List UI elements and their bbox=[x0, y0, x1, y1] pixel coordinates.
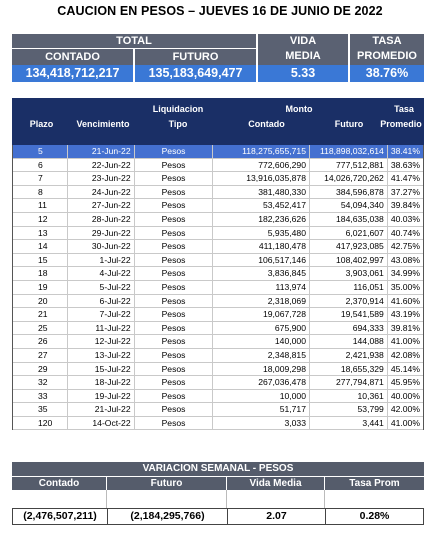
tasa-cell: 42.00% bbox=[390, 404, 420, 415]
futuro-cell: 694,333 bbox=[310, 322, 388, 335]
contado-label: CONTADO bbox=[12, 49, 135, 65]
var-header-contado: Contado bbox=[12, 477, 107, 490]
plazo-cell: 26 bbox=[13, 335, 68, 348]
plazo-cell: 32 bbox=[13, 376, 68, 389]
vencimiento-cell: 30-Jun-22 bbox=[68, 240, 135, 253]
tasa-cell: 41.00% bbox=[390, 417, 420, 428]
tasa-promedio-label bbox=[350, 34, 424, 65]
table-row bbox=[13, 308, 423, 322]
plazos-table bbox=[12, 98, 424, 430]
futuro-cell: 144,088 bbox=[310, 335, 388, 348]
plazo-cell: 11 bbox=[13, 199, 68, 212]
vencimiento-cell: 23-Jun-22 bbox=[68, 172, 135, 185]
plazo-cell: 35 bbox=[13, 403, 68, 416]
table-row bbox=[13, 199, 423, 213]
tasa-cell: 40.03% bbox=[390, 213, 420, 224]
vencimiento-cell: 21-Jun-22 bbox=[68, 145, 135, 158]
table-row bbox=[13, 322, 423, 336]
tipo-cell: Pesos bbox=[135, 281, 214, 294]
futuro-cell: 2,421,938 bbox=[310, 349, 388, 362]
tasa-cell: 38.41% bbox=[390, 146, 420, 156]
plazo-cell: 13 bbox=[13, 227, 68, 240]
vida-media-value: 5.33 bbox=[258, 65, 350, 82]
contado-cell: 675,900 bbox=[213, 322, 310, 335]
page-title: CAUCION EN PESOS – JUEVES 16 DE JUNIO DE 2022 bbox=[57, 4, 383, 18]
vencimiento-cell: 13-Jul-22 bbox=[68, 349, 135, 362]
vencimiento-cell: 1-Jul-22 bbox=[68, 254, 135, 267]
var-futuro-value: (2,184,295,766) bbox=[108, 509, 228, 524]
vencimiento-cell: 18-Jul-22 bbox=[68, 376, 135, 389]
plazo-cell: 5 bbox=[13, 145, 68, 158]
tipo-cell: Pesos bbox=[135, 390, 214, 403]
plazo-cell: 20 bbox=[13, 295, 68, 308]
plazo-cell: 12 bbox=[13, 213, 68, 226]
tipo-cell: Pesos bbox=[135, 227, 214, 240]
total-contado-value: 134,418,712,217 bbox=[12, 65, 135, 82]
futuro-cell: 108,402,997 bbox=[310, 254, 388, 267]
tipo-cell: Pesos bbox=[135, 213, 214, 226]
tasa-cell: 37.27% bbox=[390, 186, 420, 197]
vencimiento-cell: 12-Jul-22 bbox=[68, 335, 135, 348]
tasa-cell: 45.14% bbox=[390, 363, 420, 374]
table-row bbox=[13, 349, 423, 363]
tipo-cell: Pesos bbox=[135, 363, 214, 376]
futuro-cell: 53,799 bbox=[310, 403, 388, 416]
table-row bbox=[13, 376, 423, 390]
header-monto: Monto bbox=[285, 104, 313, 114]
tipo-cell: Pesos bbox=[135, 335, 214, 348]
table-body bbox=[12, 145, 424, 430]
vencimiento-cell: 19-Jul-22 bbox=[68, 390, 135, 403]
vencimiento-cell: 15-Jul-22 bbox=[68, 363, 135, 376]
variacion-values bbox=[12, 508, 424, 525]
total-futuro-value: 135,183,649,477 bbox=[135, 65, 258, 82]
header-vencimiento: Vencimiento bbox=[76, 119, 130, 129]
contado-cell: 13,916,035,878 bbox=[213, 172, 310, 185]
vencimiento-cell: 29-Jun-22 bbox=[68, 227, 135, 240]
plazo-cell: 19 bbox=[13, 281, 68, 294]
tasa-cell: 41.00% bbox=[390, 336, 420, 347]
plazo-cell: 27 bbox=[13, 349, 68, 362]
vencimiento-cell: 6-Jul-22 bbox=[68, 295, 135, 308]
futuro-cell: 2,370,914 bbox=[310, 295, 388, 308]
tipo-cell: Pesos bbox=[135, 403, 214, 416]
table-row bbox=[13, 403, 423, 417]
summary-header bbox=[12, 34, 424, 65]
tipo-cell: Pesos bbox=[135, 172, 214, 185]
contado-cell: 381,480,330 bbox=[213, 186, 310, 199]
header-futuro: Futuro bbox=[334, 119, 364, 129]
futuro-cell: 19,541,589 bbox=[310, 308, 388, 321]
futuro-cell: 3,903,061 bbox=[310, 267, 388, 280]
tasa-cell: 41.60% bbox=[390, 295, 420, 306]
contado-cell: 10,000 bbox=[213, 390, 310, 403]
futuro-cell: 10,361 bbox=[310, 390, 388, 403]
var-contado-value: (2,476,507,211) bbox=[13, 509, 108, 524]
tasa-cell: 40.74% bbox=[390, 227, 420, 238]
vencimiento-cell: 7-Jul-22 bbox=[68, 308, 135, 321]
var-vida-value: 2.07 bbox=[228, 509, 326, 524]
plazo-cell: 33 bbox=[13, 390, 68, 403]
tasa-label-line2: PROMEDIO bbox=[357, 50, 417, 62]
vencimiento-cell: 22-Jun-22 bbox=[68, 159, 135, 172]
tasa-cell: 41.47% bbox=[390, 173, 420, 184]
tipo-cell: Pesos bbox=[135, 254, 214, 267]
vencimiento-cell: 27-Jun-22 bbox=[68, 199, 135, 212]
contado-cell: 106,517,146 bbox=[213, 254, 310, 267]
tasa-cell: 34.99% bbox=[390, 268, 420, 279]
plazo-cell: 120 bbox=[13, 417, 68, 430]
contado-cell: 3,836,845 bbox=[213, 267, 310, 280]
table-row bbox=[13, 363, 423, 377]
table-row bbox=[13, 227, 423, 241]
tasa-cell: 42.08% bbox=[390, 349, 420, 360]
tasa-cell: 35.00% bbox=[390, 281, 420, 292]
variacion-table bbox=[12, 462, 424, 525]
tipo-cell: Pesos bbox=[135, 240, 214, 253]
header-plazo: Plazo bbox=[29, 119, 54, 129]
plazo-cell: 6 bbox=[13, 159, 68, 172]
tasa-cell: 43.19% bbox=[390, 309, 420, 320]
contado-cell: 3,033 bbox=[213, 417, 310, 430]
tipo-cell: Pesos bbox=[135, 322, 214, 335]
plazo-cell: 8 bbox=[13, 186, 68, 199]
futuro-cell: 3,441 bbox=[310, 417, 388, 430]
vencimiento-cell: 4-Jul-22 bbox=[68, 267, 135, 280]
table-row bbox=[13, 213, 423, 227]
futuro-cell: 277,794,871 bbox=[310, 376, 388, 389]
variacion-header bbox=[12, 476, 424, 490]
contado-cell: 2,348,815 bbox=[213, 349, 310, 362]
tipo-cell: Pesos bbox=[135, 199, 214, 212]
table-row bbox=[13, 145, 423, 159]
tipo-cell: Pesos bbox=[135, 376, 214, 389]
futuro-cell: 184,635,038 bbox=[310, 213, 388, 226]
tipo-cell: Pesos bbox=[135, 349, 214, 362]
contado-cell: 140,000 bbox=[213, 335, 310, 348]
futuro-label: FUTURO bbox=[172, 51, 219, 63]
vencimiento-cell: 5-Jul-22 bbox=[68, 281, 135, 294]
tasa-label-line1: TASA bbox=[372, 35, 402, 47]
table-row bbox=[13, 281, 423, 295]
var-header-vida: Vida Media bbox=[227, 477, 325, 490]
tasa-cell: 39.84% bbox=[390, 200, 420, 211]
contado-cell: 113,974 bbox=[213, 281, 310, 294]
tasa-cell: 43.08% bbox=[390, 254, 420, 265]
tipo-cell: Pesos bbox=[135, 186, 214, 199]
tipo-cell: Pesos bbox=[135, 308, 214, 321]
table-row bbox=[13, 240, 423, 254]
tasa-cell: 38.63% bbox=[390, 159, 420, 170]
futuro-cell: 417,923,085 bbox=[310, 240, 388, 253]
table-row bbox=[13, 295, 423, 309]
contado-cell: 53,452,417 bbox=[213, 199, 310, 212]
vencimiento-cell: 11-Jul-22 bbox=[68, 322, 135, 335]
futuro-cell: 18,655,329 bbox=[310, 363, 388, 376]
table-row bbox=[13, 172, 423, 186]
var-header-tasa: Tasa Prom bbox=[349, 478, 400, 489]
contado-cell: 411,180,478 bbox=[213, 240, 310, 253]
futuro-cell: 54,094,340 bbox=[310, 199, 388, 212]
header-contado: Contado bbox=[248, 119, 285, 129]
vencimiento-cell: 21-Jul-22 bbox=[68, 403, 135, 416]
contado-cell: 118,275,655,715 bbox=[213, 145, 310, 158]
table-row bbox=[13, 390, 423, 404]
vida-label-line2: MEDIA bbox=[285, 50, 321, 62]
header-promedio: Promedio bbox=[380, 119, 422, 129]
contado-cell: 5,935,480 bbox=[213, 227, 310, 240]
header-liquidacion: Liquidacion bbox=[152, 104, 204, 114]
plazo-cell: 14 bbox=[13, 240, 68, 253]
contado-cell: 772,606,290 bbox=[213, 159, 310, 172]
plazo-cell: 7 bbox=[13, 172, 68, 185]
plazo-cell: 29 bbox=[13, 363, 68, 376]
tipo-cell: Pesos bbox=[135, 159, 214, 172]
table-row bbox=[13, 254, 423, 268]
header-tipo: Tipo bbox=[168, 119, 188, 129]
summary-values bbox=[12, 65, 424, 82]
contado-cell: 267,036,478 bbox=[213, 376, 310, 389]
header-tasa: Tasa bbox=[394, 104, 414, 114]
tipo-cell: Pesos bbox=[135, 295, 214, 308]
plazo-cell: 15 bbox=[13, 254, 68, 267]
contado-cell: 18,009,298 bbox=[213, 363, 310, 376]
tipo-cell: Pesos bbox=[135, 145, 214, 158]
tasa-cell: 40.00% bbox=[390, 390, 420, 401]
futuro-cell: 6,021,607 bbox=[310, 227, 388, 240]
plazo-cell: 25 bbox=[13, 322, 68, 335]
table-row bbox=[13, 159, 423, 173]
vencimiento-cell: 14-Oct-22 bbox=[68, 417, 135, 430]
vencimiento-cell: 24-Jun-22 bbox=[68, 186, 135, 199]
futuro-cell: 118,898,032,614 bbox=[310, 145, 388, 158]
tasa-cell: 42.75% bbox=[390, 241, 420, 252]
futuro-cell: 384,596,878 bbox=[310, 186, 388, 199]
tasa-promedio-value: 38.76% bbox=[365, 66, 409, 80]
contado-cell: 19,067,728 bbox=[213, 308, 310, 321]
vida-label-line1: VIDA bbox=[289, 35, 317, 47]
total-label: TOTAL bbox=[12, 34, 256, 49]
tipo-cell: Pesos bbox=[135, 267, 214, 280]
plazo-cell: 21 bbox=[13, 308, 68, 321]
variacion-spacer bbox=[12, 490, 424, 508]
table-row bbox=[13, 335, 423, 349]
table-row bbox=[13, 186, 423, 200]
contado-cell: 182,236,626 bbox=[213, 213, 310, 226]
total-group bbox=[12, 34, 258, 65]
vida-media-label bbox=[258, 34, 350, 65]
plazo-cell: 18 bbox=[13, 267, 68, 280]
table-row bbox=[13, 417, 423, 431]
variacion-title: VARIACION SEMANAL - PESOS bbox=[12, 462, 424, 476]
futuro-cell: 777,512,881 bbox=[310, 159, 388, 172]
table-row bbox=[13, 267, 423, 281]
var-header-futuro: Futuro bbox=[107, 477, 227, 490]
contado-cell: 51,717 bbox=[213, 403, 310, 416]
tasa-cell: 45.95% bbox=[390, 377, 420, 388]
summary-table bbox=[12, 34, 424, 82]
tasa-cell: 39.81% bbox=[390, 322, 420, 333]
table-header bbox=[12, 98, 424, 145]
contado-cell: 2,318,069 bbox=[213, 295, 310, 308]
futuro-cell: 116,051 bbox=[310, 281, 388, 294]
var-tasa-value: 0.28% bbox=[359, 510, 390, 522]
futuro-cell: 14,026,720,262 bbox=[310, 172, 388, 185]
tipo-cell: Pesos bbox=[135, 417, 214, 430]
vencimiento-cell: 28-Jun-22 bbox=[68, 213, 135, 226]
